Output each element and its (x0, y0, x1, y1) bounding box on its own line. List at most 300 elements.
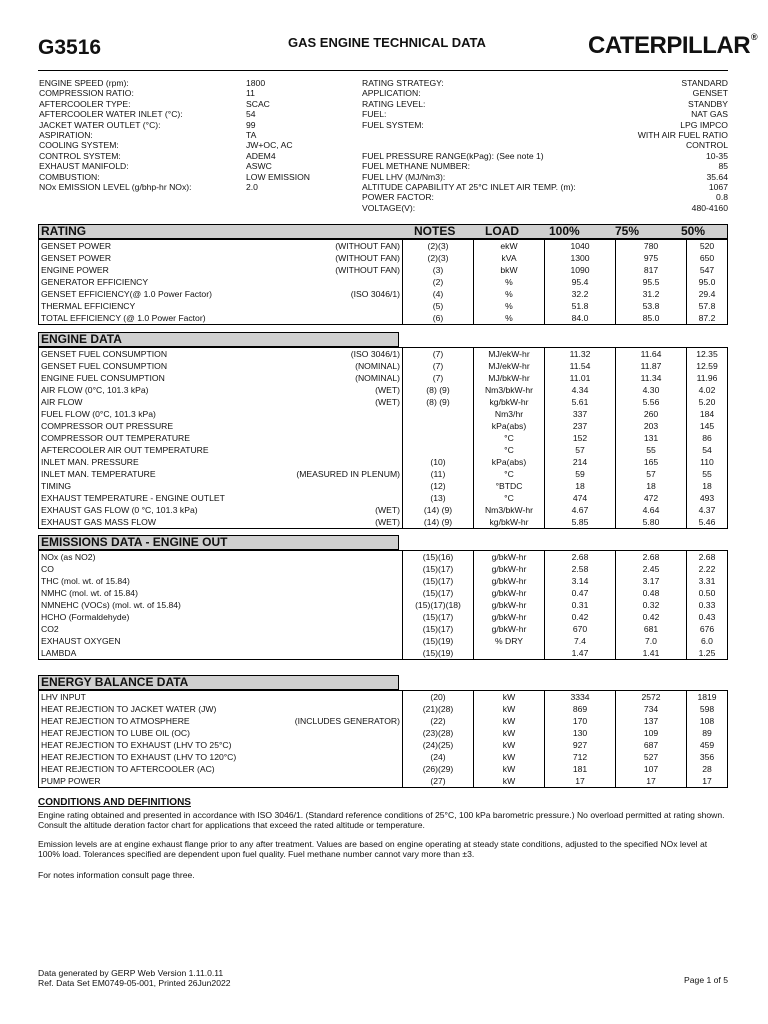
row-label: AFTERCOOLER AIR OUT TEMPERATURE (41, 445, 209, 455)
row-label: HEAT REJECTION TO JACKET WATER (JW) (41, 704, 217, 714)
row-unit: MJ/ekW-hr (474, 348, 545, 361)
value-50: 12.35 (687, 348, 728, 361)
row-description (39, 384, 403, 396)
table-row (39, 240, 728, 253)
spec-right-label-6 (362, 140, 576, 150)
value-50: 110 (687, 456, 728, 468)
row-label: LAMBDA (41, 648, 77, 658)
value-75: 11.34 (616, 372, 687, 384)
value-100: 2.68 (545, 551, 616, 564)
row-notes: (15)(19) (403, 647, 474, 660)
value-100: 1300 (545, 252, 616, 264)
table-row (39, 372, 728, 384)
table-row (39, 599, 728, 611)
value-75: 53.8 (616, 300, 687, 312)
value-50: 493 (687, 492, 728, 504)
value-50: 89 (687, 727, 728, 739)
value-100: 670 (545, 623, 616, 635)
value-100: 11.32 (545, 348, 616, 361)
row-description (39, 775, 403, 788)
value-100: 130 (545, 727, 616, 739)
spec-right-value-4: LPG IMPCO (680, 119, 728, 130)
spec-left-labels (39, 78, 192, 192)
value-75: 780 (616, 240, 687, 253)
spec-left-value-8: ASWC (246, 161, 272, 172)
row-notes: (15)(17) (403, 563, 474, 575)
row-unit: °C (474, 468, 545, 480)
table-row (39, 575, 728, 587)
value-50: 1.25 (687, 647, 728, 660)
value-75: 17 (616, 775, 687, 788)
row-unit: g/bkW-hr (474, 575, 545, 587)
row-notes: (15)(17) (403, 611, 474, 623)
value-50: 676 (687, 623, 728, 635)
row-unit: g/bkW-hr (474, 587, 545, 599)
row-label: HEAT REJECTION TO EXHAUST (LHV TO 120°C) (41, 752, 237, 762)
row-description (39, 739, 403, 751)
value-75: 2.45 (616, 563, 687, 575)
row-qualifier: (WET) (375, 397, 400, 407)
row-description (39, 715, 403, 727)
row-qualifier: (WET) (375, 517, 400, 527)
spec-left-value-9: LOW EMISSION (246, 171, 310, 182)
row-unit: Nm3/bkW-hr (474, 384, 545, 396)
table-row (39, 551, 728, 564)
row-description (39, 360, 403, 372)
spec-left-value-0: 1800 (246, 78, 266, 88)
table-row (39, 623, 728, 635)
table-row (39, 252, 728, 264)
value-50: 95.0 (687, 276, 728, 288)
value-100: 0.42 (545, 611, 616, 623)
row-description (39, 691, 403, 704)
row-label: THC (mol. wt. of 15.84) (41, 576, 130, 586)
table-row (39, 703, 728, 715)
value-75: 975 (616, 252, 687, 264)
row-description (39, 396, 403, 408)
spec-left-value-7: ADEM4 (246, 150, 276, 161)
document-title: GAS ENGINE TECHNICAL DATA (288, 35, 486, 50)
row-description (39, 647, 403, 660)
row-label: NMHC (mol. wt. of 15.84) (41, 588, 138, 598)
table-row (39, 456, 728, 468)
row-unit: °C (474, 492, 545, 504)
row-unit: Nm3/hr (474, 408, 545, 420)
table-row (39, 264, 728, 276)
row-description (39, 611, 403, 623)
table-row (39, 635, 728, 647)
row-notes: (27) (403, 775, 474, 788)
row-description (39, 432, 403, 444)
row-unit: % (474, 276, 545, 288)
table-row (39, 563, 728, 575)
row-qualifier: (WET) (375, 505, 400, 515)
value-75: 5.80 (616, 516, 687, 529)
row-description (39, 420, 403, 432)
row-label: GENSET POWER (41, 253, 112, 263)
spec-right-label-10: ALTITUDE CAPABILITY AT 25°C INLET AIR TEMP. (m): (362, 181, 576, 192)
value-100: 474 (545, 492, 616, 504)
value-75: 0.32 (616, 599, 687, 611)
value-75: 4.64 (616, 504, 687, 516)
value-50: 520 (687, 240, 728, 253)
row-notes: (15)(17) (403, 623, 474, 635)
value-75: 0.48 (616, 587, 687, 599)
row-notes: (10) (403, 456, 474, 468)
row-label: FUEL FLOW (0°C, 101.3 kPa) (41, 409, 156, 419)
row-qualifier: (WITHOUT FAN) (335, 241, 400, 251)
load-header: LOAD (485, 224, 519, 238)
table-row (39, 288, 728, 300)
spec-left-value-3: 54 (246, 109, 256, 120)
value-100: 1090 (545, 264, 616, 276)
row-unit: g/bkW-hr (474, 623, 545, 635)
rating-title: RATING (41, 224, 87, 238)
value-50: 87.2 (687, 312, 728, 325)
row-label: LHV INPUT (41, 692, 86, 702)
table-row (39, 715, 728, 727)
row-notes: (15)(17) (403, 587, 474, 599)
row-unit (474, 647, 545, 660)
spec-right-label-1: APPLICATION: (362, 88, 421, 99)
row-unit: kW (474, 751, 545, 763)
table-row (39, 348, 728, 361)
value-50: 11.96 (687, 372, 728, 384)
row-qualifier: (INCLUDES GENERATOR) (294, 716, 400, 726)
table-row (39, 408, 728, 420)
value-75: 55 (616, 444, 687, 456)
value-100: 51.8 (545, 300, 616, 312)
value-50: 108 (687, 715, 728, 727)
value-100: 84.0 (545, 312, 616, 325)
value-100: 214 (545, 456, 616, 468)
row-unit: g/bkW-hr (474, 563, 545, 575)
row-label: TIMING (41, 481, 72, 491)
conditions-paragraph-rating: Engine rating obtained and presented in accordance with ISO 3046/1. (Standard reference conditions of 25°C, 100 kPa barometric pressure.) No overload permitted at rating shown. Consult the altitude deration factor chart for applications that exceed the rated altitude or temperature. (38, 810, 725, 831)
row-label: CO (41, 564, 54, 574)
spec-left-value-1: 11 (246, 88, 255, 99)
spec-left-label-6: COOLING SYSTEM: (39, 140, 119, 151)
row-description (39, 703, 403, 715)
value-100: 18 (545, 480, 616, 492)
row-label: THERMAL EFFICIENCY (41, 301, 136, 311)
row-notes (403, 420, 474, 432)
model-number: G3516 (38, 36, 102, 59)
value-50: 28 (687, 763, 728, 775)
value-50: 4.37 (687, 504, 728, 516)
row-qualifier: (NOMINAL) (355, 373, 400, 383)
row-label: GENSET EFFICIENCY(@ 1.0 Power Factor) (41, 289, 212, 299)
spec-left-value-5: TA (246, 129, 257, 140)
value-50: 0.43 (687, 611, 728, 623)
row-notes: (2) (403, 276, 474, 288)
row-notes: (14) (9) (403, 516, 474, 529)
spec-right-label-2: RATING LEVEL: (362, 98, 426, 109)
value-100: 4.67 (545, 504, 616, 516)
engine-data-header: ENGINE DATA (38, 332, 399, 347)
table-row (39, 360, 728, 372)
value-100: 1.47 (545, 647, 616, 660)
row-description (39, 635, 403, 647)
table-row (39, 384, 728, 396)
spec-right-label-8: FUEL METHANE NUMBER: (362, 161, 471, 172)
table-row (39, 276, 728, 288)
row-description (39, 492, 403, 504)
row-description (39, 456, 403, 468)
row-notes: (15)(19) (403, 635, 474, 647)
value-75: 527 (616, 751, 687, 763)
table-row (39, 300, 728, 312)
row-qualifier: (NOMINAL) (355, 361, 400, 371)
spec-left-label-9: COMBUSTION: (39, 171, 100, 182)
row-label: AIR FLOW (41, 397, 83, 407)
spec-left-value-6: JW+OC, AC (246, 140, 293, 151)
value-75: 57 (616, 468, 687, 480)
value-50: 459 (687, 739, 728, 751)
row-unit: MJ/ekW-hr (474, 360, 545, 372)
row-notes: (11) (403, 468, 474, 480)
row-label: PUMP POWER (41, 776, 101, 786)
value-50: 0.33 (687, 599, 728, 611)
row-label: COMPRESSOR OUT TEMPERATURE (41, 433, 190, 443)
spec-left-value-4: 99 (246, 119, 256, 130)
value-75: 734 (616, 703, 687, 715)
value-100: 3334 (545, 691, 616, 704)
table-row (39, 420, 728, 432)
row-notes: (21)(28) (403, 703, 474, 715)
value-100: 4.34 (545, 384, 616, 396)
spec-right-value-9: 35.64 (706, 171, 728, 182)
spec-left-value-2: SCAC (246, 98, 270, 109)
load-50-header: 50% (681, 224, 706, 238)
row-unit: kW (474, 703, 545, 715)
spec-right-label-11: POWER FACTOR: (362, 192, 434, 203)
row-qualifier: (ISO 3046/1) (350, 289, 400, 299)
row-unit: bkW (474, 264, 545, 276)
value-75: 107 (616, 763, 687, 775)
row-unit: g/bkW-hr (474, 611, 545, 623)
row-description (39, 240, 403, 253)
conditions-paragraph-emissions: Emission levels are at engine exhaust flange prior to any after treatment. Values are based on engine operating at steady state conditions, adjusted to the specified NOx level at 100% load. Tolerances specified are dependent upon fuel quality. Fuel methane number cannot vary more than ±3. (38, 839, 708, 860)
energy-balance-table (38, 690, 728, 788)
row-description (39, 504, 403, 516)
engine-data-table (38, 347, 728, 529)
spec-right-value-7: 10-35 (706, 150, 728, 161)
notes-header: NOTES (414, 224, 456, 238)
value-75: 11.87 (616, 360, 687, 372)
row-description (39, 587, 403, 599)
row-unit: MJ/bkW-hr (474, 372, 545, 384)
row-unit: °C (474, 432, 545, 444)
row-description (39, 623, 403, 635)
table-row (39, 727, 728, 739)
row-unit: kW (474, 775, 545, 788)
value-100: 3.14 (545, 575, 616, 587)
value-75: 31.2 (616, 288, 687, 300)
row-unit: % (474, 300, 545, 312)
row-unit: kW (474, 727, 545, 739)
value-75: 18 (616, 480, 687, 492)
value-50: 57.8 (687, 300, 728, 312)
row-qualifier: (WET) (375, 385, 400, 395)
value-100: 95.4 (545, 276, 616, 288)
row-notes: (26)(29) (403, 763, 474, 775)
value-100: 0.47 (545, 587, 616, 599)
spec-left-label-2: AFTERCOOLER TYPE: (39, 98, 131, 109)
row-unit: % DRY (474, 635, 545, 647)
row-notes: (24) (403, 751, 474, 763)
value-75: 4.30 (616, 384, 687, 396)
row-notes: (13) (403, 492, 474, 504)
row-notes: (4) (403, 288, 474, 300)
load-100-header: 100% (549, 224, 580, 238)
table-row (39, 751, 728, 763)
row-description (39, 551, 403, 564)
spec-right-values (638, 78, 728, 213)
row-unit: kW (474, 691, 545, 704)
row-notes: (23)(28) (403, 727, 474, 739)
row-description (39, 312, 403, 325)
row-description (39, 288, 403, 300)
energy-balance-header: ENERGY BALANCE DATA (38, 675, 399, 690)
row-label: AIR FLOW (0°C, 101.3 kPa) (41, 385, 149, 395)
row-label: GENSET FUEL CONSUMPTION (41, 349, 168, 359)
row-notes: (8) (9) (403, 384, 474, 396)
spec-right-value-10: 1067 (708, 181, 728, 192)
value-75: 260 (616, 408, 687, 420)
spec-right-value-2: STANDBY (688, 98, 728, 109)
table-row (39, 516, 728, 529)
row-label: GENSET FUEL CONSUMPTION (41, 361, 168, 371)
value-75: 2572 (616, 691, 687, 704)
table-row (39, 312, 728, 325)
value-75: 165 (616, 456, 687, 468)
row-notes: (8) (9) (403, 396, 474, 408)
row-qualifier: (MEASURED IN PLENUM) (296, 469, 400, 479)
row-unit: kg/bkW-hr (474, 516, 545, 529)
value-100: 32.2 (545, 288, 616, 300)
row-notes: (2)(3) (403, 252, 474, 264)
spec-left-label-0: ENGINE SPEED (rpm): (39, 78, 129, 88)
value-50: 18 (687, 480, 728, 492)
value-100: 170 (545, 715, 616, 727)
row-notes (403, 432, 474, 444)
row-label: EXHAUST GAS FLOW (0 °C, 101.3 kPa) (41, 505, 198, 515)
value-50: 0.50 (687, 587, 728, 599)
row-unit: kPa(abs) (474, 420, 545, 432)
row-notes: (7) (403, 360, 474, 372)
spec-right-label-0: RATING STRATEGY: (362, 78, 444, 88)
table-row (39, 468, 728, 480)
row-notes: (3) (403, 264, 474, 276)
value-75: 681 (616, 623, 687, 635)
value-100: 0.31 (545, 599, 616, 611)
value-75: 137 (616, 715, 687, 727)
value-50: 54 (687, 444, 728, 456)
row-qualifier: (WITHOUT FAN) (335, 265, 400, 275)
row-label: NOx (as NO2) (41, 552, 96, 562)
row-unit: Nm3/bkW-hr (474, 504, 545, 516)
row-notes: (14) (9) (403, 504, 474, 516)
value-75: 1.41 (616, 647, 687, 660)
value-50: 86 (687, 432, 728, 444)
row-description (39, 372, 403, 384)
value-50: 5.20 (687, 396, 728, 408)
value-75: 95.5 (616, 276, 687, 288)
value-50: 17 (687, 775, 728, 788)
value-50: 184 (687, 408, 728, 420)
row-label: HEAT REJECTION TO LUBE OIL (OC) (41, 728, 190, 738)
row-notes: (7) (403, 372, 474, 384)
spec-right-value-11: 0.8 (716, 192, 728, 203)
spec-right-label-5 (362, 130, 576, 140)
table-row (39, 432, 728, 444)
value-50: 356 (687, 751, 728, 763)
spec-right-value-8: 85 (718, 161, 728, 172)
table-row (39, 444, 728, 456)
spec-right-value-12: 480-4160 (691, 202, 728, 213)
footer-line-1: Data generated by GERP Web Version 1.11.0.11 (38, 968, 224, 978)
row-label: ENGINE FUEL CONSUMPTION (41, 373, 165, 383)
row-description (39, 252, 403, 264)
row-notes: (24)(25) (403, 739, 474, 751)
row-label: ENGINE POWER (41, 265, 109, 275)
value-75: 472 (616, 492, 687, 504)
spec-right-value-3: NAT GAS (691, 109, 728, 120)
row-label: INLET MAN. PRESSURE (41, 457, 139, 467)
value-75: 2.68 (616, 551, 687, 564)
row-notes: (7) (403, 348, 474, 361)
row-description (39, 751, 403, 763)
row-description (39, 763, 403, 775)
value-50: 12.59 (687, 360, 728, 372)
value-75: 817 (616, 264, 687, 276)
spec-right-label-7: FUEL PRESSURE RANGE(kPag): (See note 1) (362, 150, 544, 161)
value-50: 4.02 (687, 384, 728, 396)
value-75: 7.0 (616, 635, 687, 647)
value-50: 145 (687, 420, 728, 432)
row-label: GENSET POWER (41, 241, 112, 251)
value-75: 3.17 (616, 575, 687, 587)
page-number: Page 1 of 5 (684, 975, 728, 985)
spec-left-label-10: NOx EMISSION LEVEL (g/bhp-hr NOx): (39, 181, 192, 192)
row-unit: ekW (474, 240, 545, 253)
value-100: 2.58 (545, 563, 616, 575)
value-75: 109 (616, 727, 687, 739)
spec-left-label-1: COMPRESSION RATIO: (39, 88, 134, 99)
row-description (39, 300, 403, 312)
spec-right-label-12: VOLTAGE(V): (362, 202, 416, 213)
row-unit: g/bkW-hr (474, 551, 545, 564)
value-50: 55 (687, 468, 728, 480)
row-label: TOTAL EFFICIENCY (@ 1.0 Power Factor) (41, 313, 206, 323)
value-50: 547 (687, 264, 728, 276)
row-qualifier: (ISO 3046/1) (350, 349, 400, 359)
row-notes: (15)(17) (403, 575, 474, 587)
row-unit: kW (474, 763, 545, 775)
row-unit: % (474, 288, 545, 300)
value-75: 131 (616, 432, 687, 444)
value-50: 1819 (687, 691, 728, 704)
spec-right-value-0: STANDARD (681, 78, 728, 88)
value-50: 29.4 (687, 288, 728, 300)
value-50: 6.0 (687, 635, 728, 647)
table-row (39, 775, 728, 788)
row-label: EXHAUST OXYGEN (41, 636, 121, 646)
row-label: HEAT REJECTION TO AFTERCOOLER (AC) (41, 764, 215, 774)
table-row (39, 396, 728, 408)
row-label: HEAT REJECTION TO ATMOSPHERE (41, 716, 190, 726)
